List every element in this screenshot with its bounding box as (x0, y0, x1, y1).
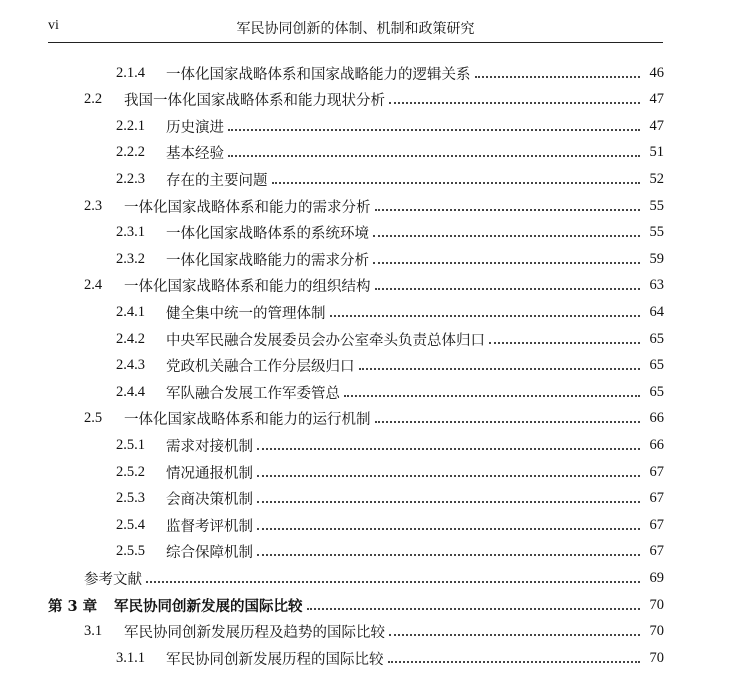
toc-entry-title: 监督考评机制 (166, 518, 253, 535)
toc-entry[interactable] (116, 432, 664, 458)
toc-entry[interactable] (84, 619, 664, 645)
toc-entry-page: 69 (649, 569, 664, 586)
toc-entry[interactable] (116, 539, 664, 565)
toc-entry-number: 2.4.3 (116, 357, 145, 374)
toc-entry[interactable] (84, 193, 664, 219)
toc-entry-title: 一体化国家战略体系的系统环境 (166, 226, 369, 243)
toc-entry-title: 一体化国家战略体系和能力的需求分析 (124, 199, 371, 216)
toc-entry-number: 2.3.1 (116, 224, 145, 241)
toc-entry-page: 65 (649, 330, 664, 347)
toc-entry-page: 70 (649, 596, 664, 613)
toc-entry-page: 67 (649, 543, 664, 560)
toc-entry-number: 2.2.3 (116, 170, 145, 187)
toc-entry[interactable] (116, 379, 664, 405)
dot-leader (344, 394, 640, 397)
header-title: 军民协同创新的体制、机制和政策研究 (236, 21, 475, 37)
dot-leader (389, 633, 640, 636)
toc-entry-number: 2.5.3 (116, 490, 145, 507)
toc-entry-number: 2.5.4 (116, 516, 145, 533)
toc-entry-title: 党政机关融合工作分层级归口 (166, 359, 355, 376)
toc-entry-number: 2.2 (84, 91, 103, 108)
dot-leader (489, 341, 640, 344)
dot-leader (373, 261, 640, 264)
toc-entry[interactable] (116, 220, 664, 246)
toc-entry-title: 情况通报机制 (166, 465, 253, 482)
toc-entry-page: 47 (649, 91, 664, 108)
toc-entry-title: 军队融合发展工作军委管总 (166, 385, 340, 402)
dot-leader (257, 447, 640, 450)
toc-entry-title: 一体化国家战略能力的需求分析 (166, 252, 369, 269)
toc-entry-page: 64 (649, 303, 664, 320)
dot-leader (272, 181, 641, 184)
toc-entry-number: 2.3 (84, 197, 103, 214)
toc-entry-page: 70 (649, 649, 664, 666)
dot-leader (307, 607, 641, 610)
toc-entry-number: 2.5.5 (116, 543, 145, 560)
toc-entry[interactable] (116, 645, 664, 671)
toc-entry[interactable] (84, 565, 664, 591)
toc-entry-title: 一体化国家战略体系和国家战略能力的逻辑关系 (166, 66, 471, 83)
toc-entry-page: 66 (649, 410, 664, 427)
toc-entry[interactable] (116, 166, 664, 192)
toc-entry[interactable] (116, 140, 664, 166)
toc-entry-title: 一体化国家战略体系和能力的组织结构 (124, 279, 371, 296)
toc-entry-title: 会商决策机制 (166, 492, 253, 509)
toc-entry[interactable] (116, 353, 664, 379)
toc-entry-page: 66 (649, 436, 664, 453)
toc-entry-page: 59 (649, 250, 664, 267)
toc-entry[interactable] (116, 113, 664, 139)
toc-entry[interactable] (84, 406, 664, 432)
toc-entry-number: 2.2.1 (116, 117, 145, 134)
dot-leader (375, 287, 641, 290)
toc-entry-title: 参考文献 (84, 571, 142, 588)
toc-entry-page: 46 (649, 64, 664, 81)
toc-entry-title: 需求对接机制 (166, 438, 253, 455)
toc-entry[interactable] (116, 459, 664, 485)
toc-entry-page: 70 (649, 623, 664, 640)
dot-leader (257, 474, 640, 477)
toc-entry-number: 2.4.2 (116, 330, 145, 347)
dot-leader (228, 154, 640, 157)
toc-entry-page: 63 (649, 277, 664, 294)
toc-entry-page: 47 (649, 117, 664, 134)
toc-entry-title: 健全集中统一的管理体制 (166, 305, 326, 322)
toc-entry[interactable] (84, 87, 664, 113)
dot-leader (475, 75, 641, 78)
toc-entry[interactable] (48, 592, 664, 618)
toc-entry[interactable] (116, 246, 664, 272)
dot-leader (375, 208, 641, 211)
toc-entry-number: 2.3.2 (116, 250, 145, 267)
toc-entry-title: 基本经验 (166, 146, 224, 163)
header-page-number: vi (48, 18, 59, 33)
dot-leader (388, 660, 641, 663)
toc-entry-number: 2.5.2 (116, 463, 145, 480)
toc-entry-number: 2.2.2 (116, 144, 145, 161)
toc-entry-title: 综合保障机制 (166, 545, 253, 562)
dot-leader (228, 128, 640, 131)
toc-entry-title: 存在的主要问题 (166, 172, 268, 189)
dot-leader (375, 420, 641, 423)
toc-entry-page: 67 (649, 490, 664, 507)
toc-entry-number: 2.5 (84, 410, 103, 427)
toc-entry-number: 2.1.4 (116, 64, 145, 81)
dot-leader (330, 314, 641, 317)
toc-entry-title: 军民协同创新发展历程的国际比较 (166, 651, 384, 668)
toc-entry-page: 52 (649, 170, 664, 187)
dot-leader (373, 234, 640, 237)
toc-entry-title: 军民协同创新发展的国际比较 (114, 597, 303, 615)
dot-leader (257, 527, 640, 530)
dot-leader (257, 553, 640, 556)
running-header (48, 16, 663, 43)
toc-entry-title: 历史演进 (166, 119, 224, 136)
dot-leader (359, 367, 641, 370)
toc-entry[interactable] (116, 299, 664, 325)
toc-entry-title: 中央军民融合发展委员会办公室牵头负责总体归口 (166, 332, 485, 349)
toc-entry[interactable] (84, 273, 664, 299)
toc-entry[interactable] (116, 512, 664, 538)
toc-entry-number: 2.5.1 (116, 436, 145, 453)
toc-entry-number: 2.4 (84, 277, 103, 294)
toc-entry-page: 55 (649, 224, 664, 241)
toc-entry-title: 一体化国家战略体系和能力的运行机制 (124, 412, 371, 429)
toc-entry-number: 2.4.4 (116, 383, 145, 400)
toc-entry[interactable] (116, 486, 664, 512)
toc-entry[interactable] (116, 326, 664, 352)
dot-leader (146, 580, 640, 583)
toc-entry-number: 第 3 章 (48, 597, 98, 615)
toc-entry-number: 3.1 (84, 623, 103, 640)
toc-entry-page: 51 (649, 144, 664, 161)
toc-entry-page: 67 (649, 516, 664, 533)
toc-entry-title: 军民协同创新发展历程及趋势的国际比较 (124, 625, 385, 642)
toc-entry-page: 65 (649, 357, 664, 374)
toc-entry-page: 67 (649, 463, 664, 480)
dot-leader (389, 101, 640, 104)
toc-entry[interactable] (116, 60, 664, 86)
toc-entry-page: 55 (649, 197, 664, 214)
dot-leader (257, 500, 640, 503)
toc-entry-number: 3.1.1 (116, 649, 145, 666)
toc-entry-title: 我国一体化国家战略体系和能力现状分析 (124, 93, 385, 110)
toc-entry-number: 2.4.1 (116, 303, 145, 320)
toc-entry-page: 65 (649, 383, 664, 400)
